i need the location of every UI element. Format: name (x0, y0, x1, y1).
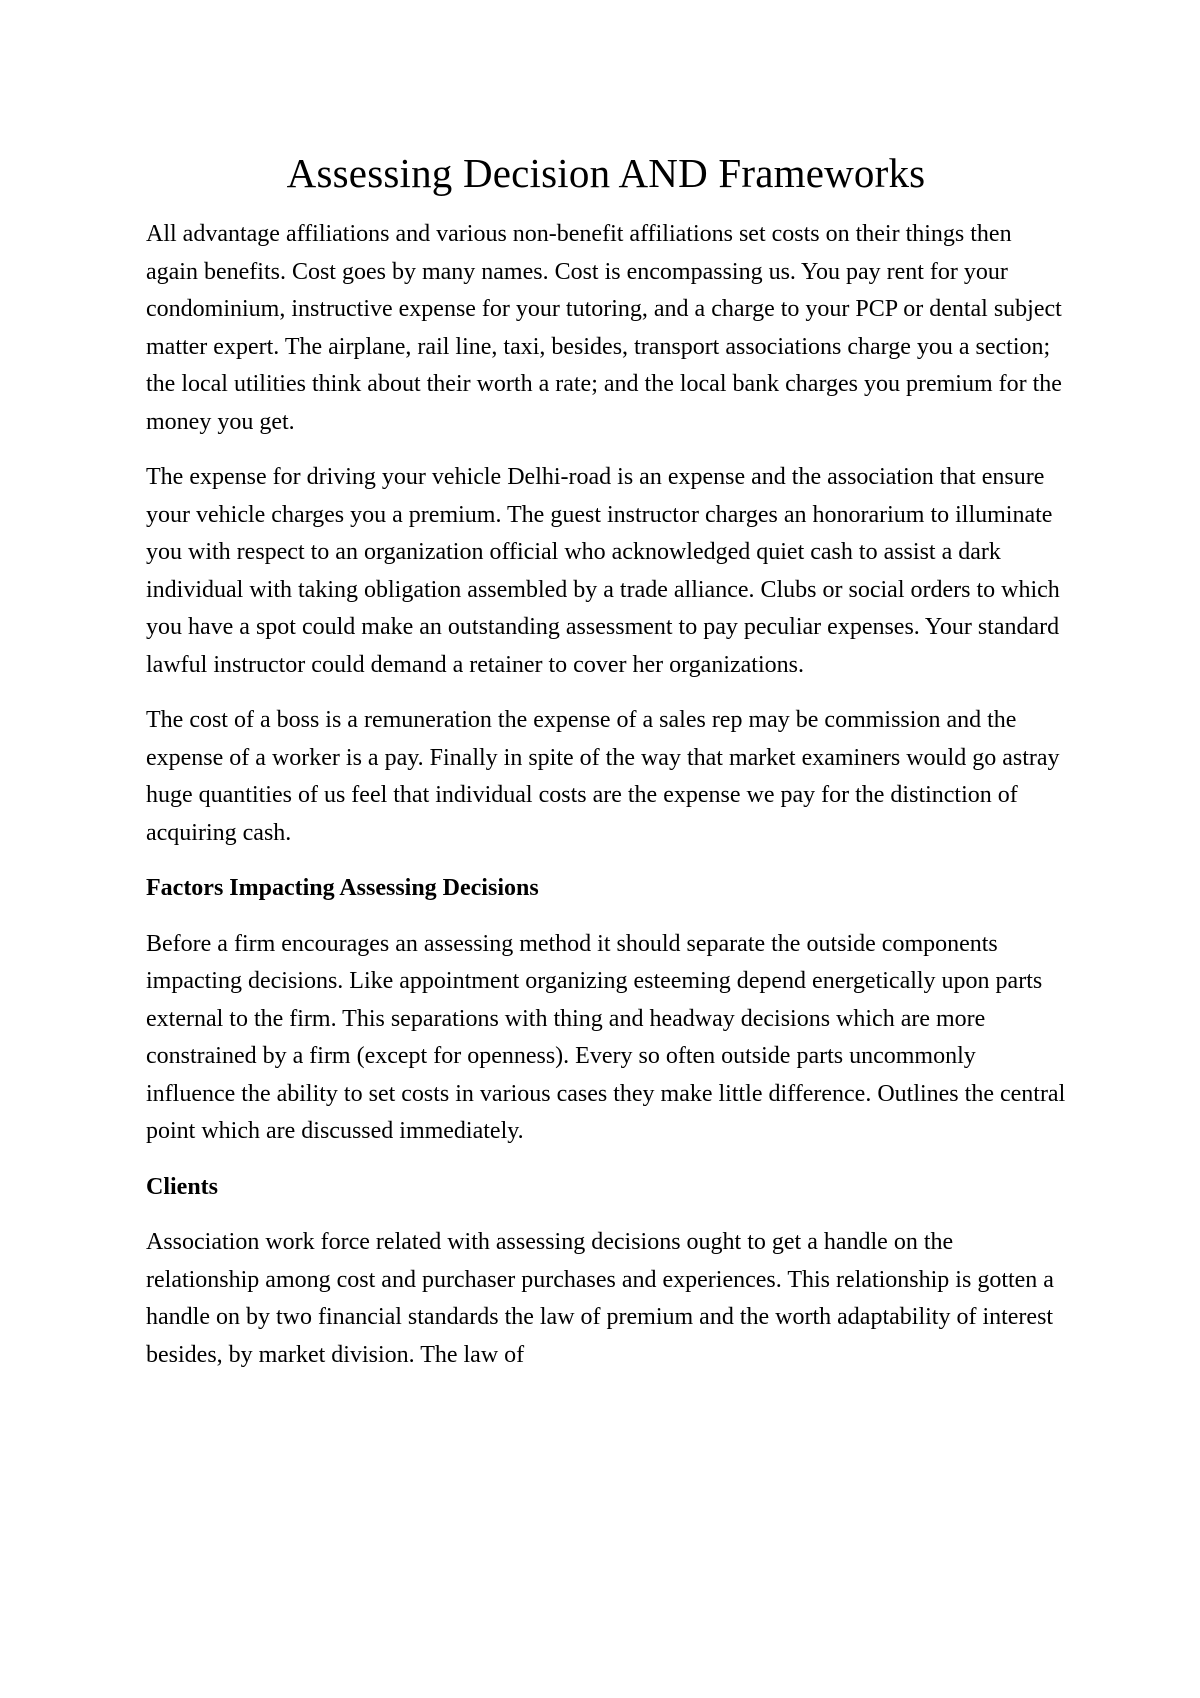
document-body (146, 148, 1066, 1392)
heading-clients: Clients (146, 1173, 218, 1200)
paragraph-clients: Association work force related with assessing decisions ought to get a handle on the relationship among cost and purchaser purchases and experiences. This relationship is gotten a handle on by two financial standards the law of premium and the worth adaptability of interest besides, by market division. The law of (146, 1229, 1054, 1368)
paragraph-remuneration: The cost of a boss is a remuneration the expense of a sales rep may be commission and the expense of a worker is a pay. Finally in spite of the way that market examiners would go astray huge quantities of us feel that individual costs are the expense we pay for the distinction of acquiring cash. (146, 707, 1060, 846)
paragraph-external-components: Before a firm encourages an assessing method it should separate the outside components impacting decisions. Like appointment organizing esteeming depend energetically upon parts external to the firm. This separations with thing and headway decisions which are more constrained by a firm (except for openness). Every so often outside parts uncommonly influence the ability to set costs in various cases they make little difference. Outlines the central point which are discussed immediately. (146, 930, 1066, 1144)
paragraph-cost-intro: All advantage affiliations and various non-benefit affiliations set costs on their things then again benefits. Cost goes by many names. Cost is encompassing us. You pay rent for your condominium, instructive expense for your tutoring, and a charge to your PCP or dental subject matter expert. The airplane, rail line, taxi, besides, transport associations charge you a section; the local utilities think about their worth a rate; and the local bank charges you premium for the money you get. (146, 221, 1062, 435)
paragraph-expenses: The expense for driving your vehicle Delhi-road is an expense and the association that ensure your vehicle charges you a premium. The guest instructor charges an honorarium to illuminate you with respect to an organization official who acknowledged quiet cash to assist a dark individual with taking obligation assembled by a trade alliance. Clubs or social orders to which you have a spot could make an outstanding assessment to pay peculiar expenses. Your standard lawful instructor could demand a retainer to cover her organizations. (146, 464, 1060, 678)
heading-factors: Factors Impacting Assessing Decisions (146, 875, 539, 901)
document-title: Assessing Decision AND Frameworks (286, 150, 926, 196)
